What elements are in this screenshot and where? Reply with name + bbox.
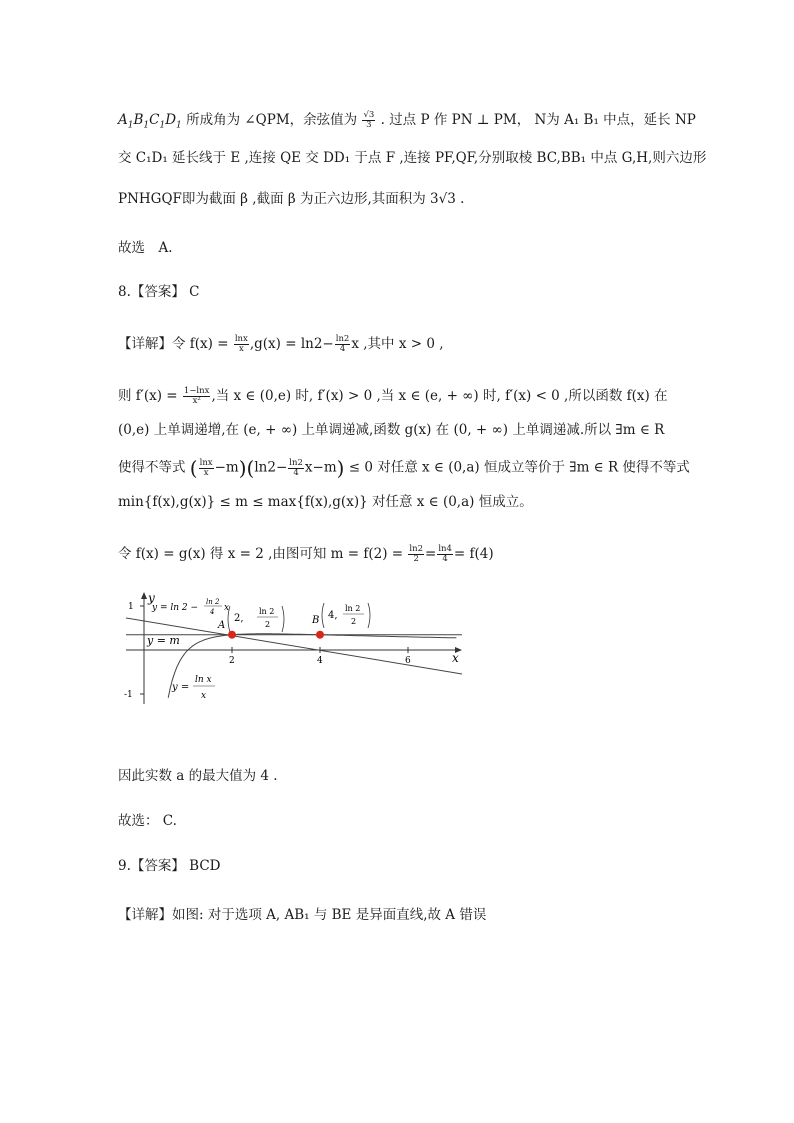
label-m: y = m <box>147 634 180 647</box>
text-segment: 所成角为 ∠QPM，余弦值为 <box>186 111 358 128</box>
text-segment: ≤ 0 对任意 x ∈ (0,a) 恒成立等价于 ∃m ∈ R 使得不等式 <box>348 459 690 476</box>
point-b <box>316 631 324 639</box>
math-a1b1c1d1: $A_1B_1C_1D_1$ <box>118 111 182 131</box>
text-line-12: 因此实数 a 的最大值为 4 . <box>118 768 278 784</box>
text-line-9: 使得不等式 ( $\frac{\ln x}{x}$ −m)(ln2− $\frac{\ln 2}{4}$ x−m) ≤ 0 对任意 x ∈ (0,a) 恒成立等价于 ∃m ∈ R 使得不等式 <box>118 456 690 480</box>
text-line-3: PNHGQF即为截面 β ,截面 β 为正六边形,其面积为 3√3 . <box>118 191 465 207</box>
svg-text:2,: 2, <box>234 613 244 624</box>
function-graph <box>118 590 468 710</box>
svg-text:4: 4 <box>210 608 215 616</box>
label-point-b <box>311 603 370 628</box>
svg-text:ln 2: ln 2 <box>259 607 275 616</box>
y-tick-label: -1 <box>124 690 133 700</box>
svg-text:y = ln 2 −: y = ln 2 − <box>152 603 199 613</box>
answer-9-heading: 9.【答案】 BCD <box>118 858 221 874</box>
text-segment: x−m <box>304 459 337 476</box>
text-line-7 <box>118 387 668 406</box>
text-segment: 则 f′(x) = <box>118 387 178 404</box>
text-segment: ,g(x) = ln2− <box>249 335 334 352</box>
fraction-lnx-over-x: $\frac{\ln x}{x}$ <box>234 334 248 354</box>
svg-text:ln 2: ln 2 <box>206 598 220 606</box>
text-segment: 【详解】令 f(x) = <box>118 335 229 352</box>
svg-text:x: x <box>224 603 230 613</box>
text-line-4: 故选 A. <box>118 240 173 256</box>
x-tick-label: 6 <box>405 656 411 666</box>
text-segment: . 过点 P 作 PN ⊥ PM， N为 A₁ B₁ 中点，延长 NP <box>380 111 696 128</box>
x-axis-label: x <box>452 651 459 665</box>
text-line-2: 交 C₁D₁ 延长线于 E ,连接 QE 交 DD₁ 于点 F ,连接 PF,QF,分别取棱 BC,BB₁ 中点 G,H,则六边形 <box>118 150 707 166</box>
text-segment: = f(4) <box>453 545 494 562</box>
fraction-ln2-over-4: $\frac{\ln 2}{4}$ <box>289 457 303 478</box>
y-axis-label: y <box>148 591 155 605</box>
text-line-6 <box>118 335 444 354</box>
text-segment: 令 f(x) = g(x) 得 x = 2 ,由图可知 m = f(2) = <box>118 545 404 562</box>
text-segment: 使得不等式 <box>118 459 186 476</box>
svg-text:ln 2: ln 2 <box>345 604 361 613</box>
text-segment: ln2− <box>254 459 288 476</box>
svg-text:2: 2 <box>351 617 357 626</box>
fraction-ln2-over-4: $\frac{\ln 2}{4}$ <box>335 334 350 354</box>
fraction-ln2-over-2: $\frac{\ln 2}{2}$ <box>409 544 423 564</box>
text-segment: ,当 x ∈ (0,e) 时, f′(x) > 0 ,当 x ∈ (e, + ∞) 时, f′(x) < 0 ,所以函数 f(x) 在 <box>211 387 668 404</box>
text-line-8: (0,e) 上单调递增,在 (e, + ∞) 上单调递减,函数 g(x) 在 (0, + ∞) 上单调递减.所以 ∃m ∈ R <box>118 422 665 438</box>
text-segment: x ,其中 x > 0 , <box>351 335 444 352</box>
text-line-1 <box>118 111 696 131</box>
label-f <box>171 675 215 701</box>
x-tick-label: 4 <box>317 656 323 666</box>
answer-8-heading: 8.【答案】 C <box>118 284 200 300</box>
fraction-derivative: $\frac{1-\ln x}{\text{x²}}$ <box>183 386 210 406</box>
text-line-15: 【详解】如图: 对于选项 A, AB₁ 与 BE 是异面直线,故 A 错误 <box>118 907 487 923</box>
svg-text:A: A <box>218 620 226 631</box>
y-axis-arrow <box>141 592 147 599</box>
svg-text:x: x <box>201 691 207 701</box>
text-line-13: 故选： C. <box>118 813 177 829</box>
y-tick-label: 1 <box>128 602 134 612</box>
svg-text:y =: y = <box>172 682 190 693</box>
text-segment: −m <box>214 459 239 476</box>
text-line-10: min{f(x),g(x)} ≤ m ≤ max{f(x),g(x)} 对任意 x ∈ (0,a) 恒成立。 <box>118 494 533 510</box>
text-segment: = <box>425 545 437 562</box>
point-a <box>228 631 236 639</box>
svg-text:ln x: ln x <box>195 675 212 685</box>
fraction-ln4-over-4: $\frac{\ln 4}{4}$ <box>438 544 452 564</box>
x-tick-label: 2 <box>229 656 235 666</box>
fraction-lnx-over-x: $\frac{\ln x}{x}$ <box>199 457 213 478</box>
svg-text:2: 2 <box>265 620 271 629</box>
svg-text:4,: 4, <box>328 610 338 621</box>
fraction-sqrt3-over-3: $\frac{√3}{3}$ <box>363 110 375 130</box>
svg-text:B: B <box>312 615 320 626</box>
label-g <box>151 598 229 616</box>
text-line-11 <box>118 545 494 564</box>
